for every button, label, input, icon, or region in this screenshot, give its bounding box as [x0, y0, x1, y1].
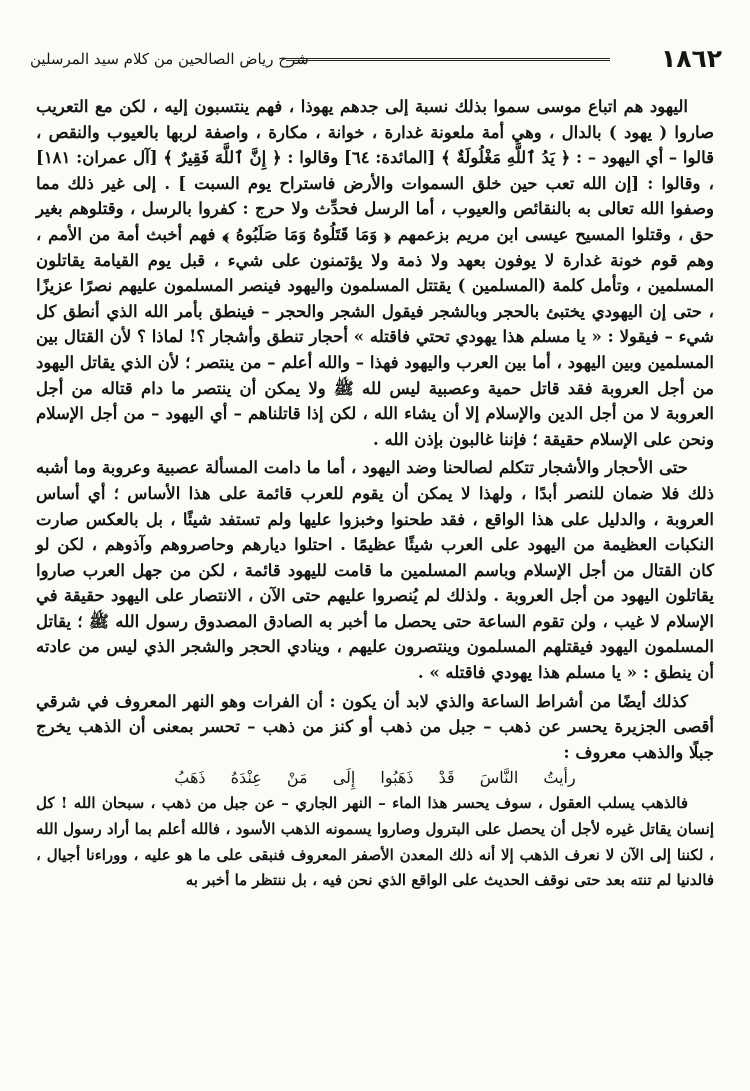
poetry-verse: رأيتُ النَّاسَ قَدْ ذَهَبُوا إِلَى مَنْ عِنْدَهُ ذَهَبُ	[174, 768, 576, 788]
header-rule	[286, 58, 610, 61]
paragraph-jews-description: اليهود هم اتباع موسى سموا بذلك نسبة إلى جدهم يهوذا ، فهم ينتسبون إليه ، لكن مع التعريب صاروا ( يهود ) بالدال ، وهي أمة ملعونة غدارة ، خوانة ، مكارة ، واصفة لربها بالعيوب والنقص ، قالوا – أي اليهود – : ﴿ يَدُ ٱللَّهِ مَغْلُولَةٌ ﴾ [المائدة: ٦٤] وقالوا : ﴿ إِنَّ ٱللَّهَ فَقِيرٌ ﴾ [آل عمران: ١٨١] ، وقالوا : [إن الله تعب حين خلق السموات والأرض فاستراح يوم السبت ] . إلى غير ذلك مما وصفوا الله تعالى به بالنقائص والعيوب ، أما الرسل فحدِّث ولا حرج : كفروا بالرسل ، وقتلوهم بغير حق ، وقتلوا المسيح عيسى ابن مريم بزعمهم ﴿ وَمَا قَتَلُوهُ وَمَا صَلَبُوهُ ﴾ فهم أخبث أمة من الأمم ، وهم قوم خونة غدارة لا يوفون بعهد ولا ذمة ولا يؤتمنون على شيء ، قبل يوم القيامة يقاتلون المسلمين ، وتأمل كلمة (المسلمين ) يقتتل المسلمون واليهود فينصر المسلمون عليهم نصرًا عزيزًا ، حتى إن اليهودي يختبئ بالحجر وبالشجر فيقول الشجر والحجر – فينطق بأمر الله الذي أنطق كل شيء – فيقولا : « يا مسلم هذا يهودي تحتي فاقتله » أحجار تنطق وأشجار ؟! لماذا ؟ لأن القتال بين المسلمين وبين اليهود ، أما بين العرب واليهود فهذا – والله أعلم – من ينتصر ؛ لأن الذي يقاتل اليهود من أجل العروبة فقد قاتل حمية وعصبية ليس لله ﷺ ولا يمكن أن ينتصر ما دام قتاله من أجل العروبة لا من أجل الدين والإسلام إلا أن يشاء الله ، لكن إذا قاتلناهم – أي اليهود – من أجل الإسلام ونحن على الإسلام حقيقة ؛ فإننا غالبون بإذن الله .	[36, 97, 714, 449]
page-number: ١٨٦٢	[660, 44, 722, 73]
page-header	[30, 44, 722, 84]
paragraph-euphrates: كذلك أيضًا من أشراط الساعة والذي لابد أن يكون : أن الفرات وهو النهر المعروف في شرقي أقصى الجزيرة يحسر عن ذهب – جبل من ذهب أو كنز من ذهب – تحسر بمعنى أن الذهب يخرج جبلًا والذهب معروف :	[36, 691, 714, 762]
book-title: شرح رياض الصالحين من كلام سيد المرسلين	[30, 50, 309, 68]
page-body	[36, 94, 714, 897]
paragraph-gold: فالذهب يسلب العقول ، سوف يحسر هذا الماء – النهر الجاري – عن جبل من ذهب ، سبحان الله ! كل إنسان يقاتل غيره لأجل أن يحصل على البترول وصاروا يسمونه الذهب الأسود ، فالله أعلم بما أراد رسول الله ، لكننا إلى الآن لا نعرف الذهب إلا أنه ذلك المعدن الأصفر المعروف فنبقى على ما هو عليه ، ووراءنا أجيال ، فالدنيا لم تنته بعد حتى نوقف الحديث على الواقع الذي نحن فيه ، بل ننتظر ما أخبر به	[36, 794, 714, 890]
paragraph-stones-trees: حتى الأحجار والأشجار تتكلم لصالحنا وضد اليهود ، أما ما دامت المسألة عصبية وعروبة وما أشبه ذلك فلا ضمان للنصر أبدًا ، ولهذا لا يمكن أن يقوم للعرب قائمة على هذا الأساس ؛ أي أساس العروبة ، والدليل على هذا الواقع ، فقد طحنوا وخبزوا عليها ولم تستفد شيئًا ، بل بالعكس صارت النكبات العظيمة من اليهود على العرب شيئًا عظيمًا . احتلوا ديارهم وحاصروهم وآذوهم ، لكن لو كان القتال من أجل الإسلام وباسم المسلمين ما قامت لليهود قائمة ، لكن من جهل العرب صاروا يقاتلون اليهود من أجل العروبة . ولذلك لم يُنصروا عليهم حتى الآن ، الانتصار على اليهود حقيقة في الإسلام لا غيب ، ولن تقوم الساعة حتى يحصل ما أخبر به الصادق المصدوق رسول الله ﷺ ؛ يقاتل المسلمون اليهود فيقتلهم المسلمون وينتصرون عليهم ، وينادي الحجر والشجر الذي ليس من عادته أن ينطق : « يا مسلم هذا يهودي فاقتله » .	[36, 458, 714, 683]
